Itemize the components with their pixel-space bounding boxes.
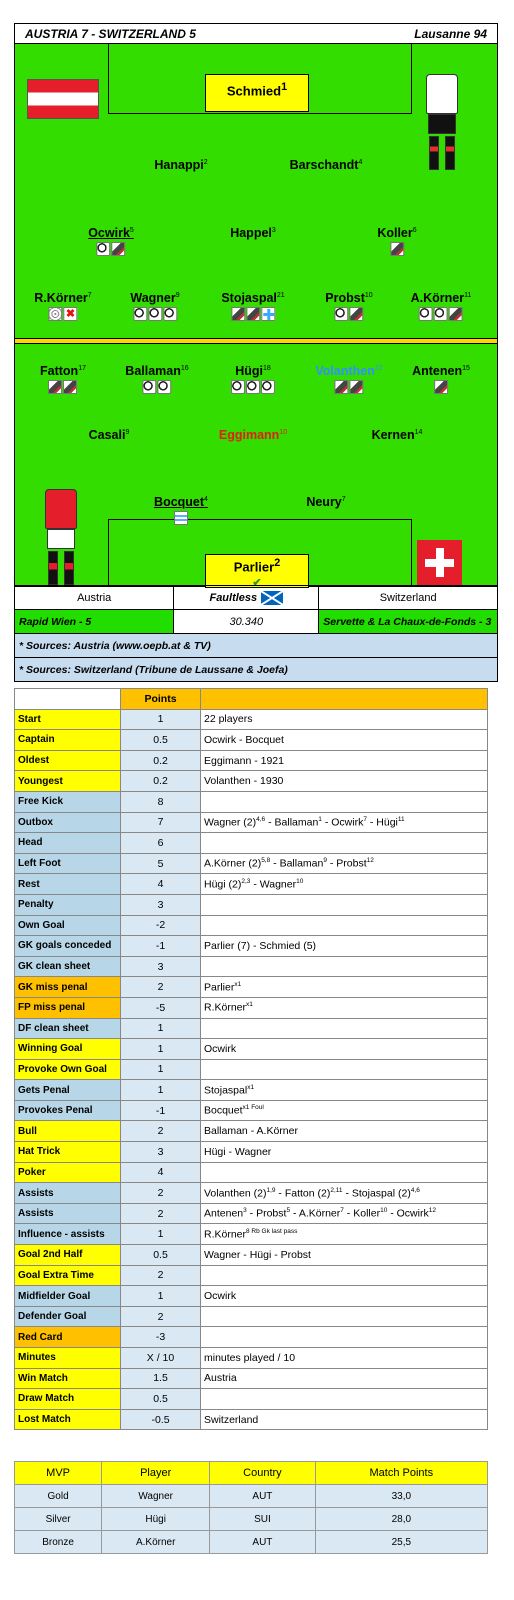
faultless-label: Faultless bbox=[209, 591, 258, 604]
rule-label: Poker bbox=[15, 1162, 121, 1183]
points-row bbox=[15, 874, 488, 895]
points-row bbox=[15, 1306, 488, 1327]
rule-points: 0.2 bbox=[121, 771, 201, 792]
rule-detail: A.Körner $(2)^{5,8}$ - Ballaman$^9$ - Probst$^{12}$ bbox=[201, 853, 488, 874]
rule-label: Left Foot bbox=[15, 853, 121, 874]
rule-points: 1 bbox=[121, 709, 201, 730]
points-row bbox=[15, 1224, 488, 1245]
ball-icon bbox=[97, 242, 111, 256]
boot-icon bbox=[231, 307, 245, 321]
ball-icon bbox=[246, 380, 260, 394]
points-table bbox=[14, 688, 488, 1430]
player-name: Ballaman bbox=[125, 364, 181, 378]
player-hanappi bbox=[154, 158, 207, 172]
mvp-cell: Bronze bbox=[15, 1531, 102, 1554]
player-number: 10 bbox=[279, 428, 288, 436]
match-venue: Lausanne 94 bbox=[414, 26, 487, 41]
rule-points: -1 bbox=[121, 1100, 201, 1121]
rule-detail bbox=[201, 894, 488, 915]
rule-points: 4 bbox=[121, 874, 201, 895]
points-row bbox=[15, 1080, 488, 1101]
rule-detail: Ballaman - A.Körner bbox=[201, 1121, 488, 1142]
player-name: R.Körner bbox=[34, 291, 88, 305]
player-name: Bocquet bbox=[154, 495, 205, 509]
points-row bbox=[15, 1100, 488, 1121]
rule-points: 7 bbox=[121, 812, 201, 833]
boot-icon bbox=[349, 380, 363, 394]
rule-detail: Hügi - Wagner bbox=[201, 1142, 488, 1163]
rule-detail bbox=[201, 915, 488, 936]
boot-icon bbox=[390, 242, 404, 256]
rule-label: Assists bbox=[15, 1183, 121, 1204]
player-name: Parlier bbox=[233, 559, 275, 575]
mvp-row bbox=[15, 1531, 488, 1554]
mvp-header: Country bbox=[210, 1462, 315, 1485]
rule-detail bbox=[201, 1018, 488, 1039]
rule-label: GK miss penal bbox=[15, 977, 121, 998]
points-row bbox=[15, 1245, 488, 1266]
rule-label: Oldest bbox=[15, 750, 121, 771]
points-row bbox=[15, 915, 488, 936]
rule-detail bbox=[201, 791, 488, 812]
player-name: Schmied bbox=[226, 83, 282, 99]
boot-icon bbox=[449, 307, 463, 321]
rule-detail: Stojaspal$^{x1}$ bbox=[201, 1080, 488, 1101]
points-row bbox=[15, 956, 488, 977]
rule-label: Red Card bbox=[15, 1327, 121, 1348]
rule-detail bbox=[201, 1265, 488, 1286]
boot-icon bbox=[349, 307, 363, 321]
mvp-cell: AUT bbox=[210, 1531, 315, 1554]
points-row bbox=[15, 997, 488, 1018]
faultless-cell bbox=[174, 586, 319, 610]
mvp-cell: Hügi bbox=[102, 1508, 210, 1531]
rule-points: 1 bbox=[121, 1080, 201, 1101]
rule-points: 0.5 bbox=[121, 1245, 201, 1266]
match-header bbox=[15, 24, 497, 44]
points-row bbox=[15, 833, 488, 854]
penalty-won-icon bbox=[261, 307, 275, 321]
points-header-row bbox=[15, 689, 488, 710]
rule-detail: Antenen$^3$ - Probst$^5$ - A.Körner$^7$ - Koller$^{10}$ - Ocwirk$^{12}$ bbox=[201, 1203, 488, 1224]
rule-label: Free Kick bbox=[15, 791, 121, 812]
rule-points: 1 bbox=[121, 1286, 201, 1307]
gk-parlier bbox=[205, 554, 309, 588]
rule-points: 2 bbox=[121, 977, 201, 998]
player-number: 9 bbox=[125, 428, 130, 436]
rule-points: -0.5 bbox=[121, 1409, 201, 1430]
rule-label: Lost Match bbox=[15, 1409, 121, 1430]
player-name: Ocwirk bbox=[88, 226, 130, 240]
rule-label: DF clean sheet bbox=[15, 1018, 121, 1039]
rule-detail: Volanthen - 1930 bbox=[201, 771, 488, 792]
rule-points: -5 bbox=[121, 997, 201, 1018]
points-row bbox=[15, 1368, 488, 1389]
points-row bbox=[15, 1203, 488, 1224]
player-volanthen bbox=[315, 364, 382, 394]
rule-detail: Parlier$^{x1}$ bbox=[201, 977, 488, 998]
player-neury bbox=[306, 495, 345, 509]
rule-label: Rest bbox=[15, 874, 121, 895]
rule-label: Winning Goal bbox=[15, 1039, 121, 1060]
player-antenen bbox=[412, 364, 470, 394]
missed-penalty-icon bbox=[48, 307, 62, 321]
rule-detail: Ocwirk - Bocquet bbox=[201, 730, 488, 751]
rule-detail bbox=[201, 1327, 488, 1348]
rule-detail bbox=[201, 1059, 488, 1080]
rule-label: Start bbox=[15, 709, 121, 730]
rule-detail: Switzerland bbox=[201, 1409, 488, 1430]
mvp-row bbox=[15, 1485, 488, 1508]
scotland-flag-icon bbox=[261, 591, 283, 605]
source-home: * Sources: Austria (www.oepb.at & TV) bbox=[15, 634, 498, 658]
rule-label: Outbox bbox=[15, 812, 121, 833]
rule-points: 2 bbox=[121, 1203, 201, 1224]
rule-label: Captain bbox=[15, 730, 121, 751]
boot-icon bbox=[48, 380, 62, 394]
rule-detail: Wagner $(2)^{4,6}$ - Ballaman$^1$ - Ocwirk$^7$ - Hügi$^{11}$ bbox=[201, 812, 488, 833]
player-casali bbox=[89, 428, 130, 442]
player-stojaspal bbox=[221, 291, 284, 321]
club-away: Servette & La Chaux-de-Fonds - 3 bbox=[319, 610, 498, 634]
points-row bbox=[15, 1327, 488, 1348]
halfway-line bbox=[15, 338, 497, 344]
rule-detail: minutes played / 10 bbox=[201, 1348, 488, 1369]
player-name: Eggimann bbox=[218, 428, 280, 442]
player-number: 17 bbox=[78, 364, 86, 372]
rule-label: Midfielder Goal bbox=[15, 1286, 121, 1307]
mvp-cell: Silver bbox=[15, 1508, 102, 1531]
ball-icon bbox=[157, 380, 171, 394]
points-row bbox=[15, 1348, 488, 1369]
match-info-table bbox=[14, 585, 498, 682]
rule-label: Own Goal bbox=[15, 915, 121, 936]
ball-icon bbox=[231, 380, 245, 394]
rule-label: Head bbox=[15, 833, 121, 854]
player-name: Barschandt bbox=[289, 158, 359, 172]
rule-points: 2 bbox=[121, 1265, 201, 1286]
points-row bbox=[15, 730, 488, 751]
points-row bbox=[15, 1389, 488, 1410]
rule-label: FP miss penal bbox=[15, 997, 121, 1018]
attendance: 30.340 bbox=[174, 610, 319, 634]
player-number: 15 bbox=[462, 364, 470, 372]
rule-label: Influence - assists bbox=[15, 1224, 121, 1245]
rule-points: 3 bbox=[121, 1142, 201, 1163]
ball-icon bbox=[142, 380, 156, 394]
player-number: 3 bbox=[271, 226, 276, 234]
club-home: Rapid Wien - 5 bbox=[15, 610, 174, 634]
source-away: * Sources: Switzerland (Tribune de Laussane & Joefa) bbox=[15, 658, 498, 682]
rule-label: Win Match bbox=[15, 1368, 121, 1389]
pitch-card bbox=[14, 23, 498, 590]
player-number: 4 bbox=[204, 495, 208, 503]
ball-icon bbox=[334, 307, 348, 321]
rule-points: -3 bbox=[121, 1327, 201, 1348]
points-row bbox=[15, 1183, 488, 1204]
rule-points: 1.5 bbox=[121, 1368, 201, 1389]
header-blank bbox=[15, 689, 121, 710]
rule-detail: Bocquet$^{x1 Foul}$ bbox=[201, 1100, 488, 1121]
rule-label: Penalty bbox=[15, 894, 121, 915]
points-row bbox=[15, 1039, 488, 1060]
ball-icon bbox=[148, 307, 162, 321]
boot-icon bbox=[334, 380, 348, 394]
points-row bbox=[15, 977, 488, 998]
player-happel bbox=[230, 226, 276, 240]
player-name: Antenen bbox=[412, 364, 463, 378]
boot-icon bbox=[246, 307, 260, 321]
rule-detail bbox=[201, 1306, 488, 1327]
rule-detail: 22 players bbox=[201, 709, 488, 730]
rule-points: 1 bbox=[121, 1224, 201, 1245]
boot-icon bbox=[63, 380, 77, 394]
rule-detail: Hügi $(2)^{2,3}$ - Wagner$^{10}$ bbox=[201, 874, 488, 895]
mvp-header-row bbox=[15, 1462, 488, 1485]
ball-icon bbox=[163, 307, 177, 321]
player-barschandt bbox=[290, 158, 363, 172]
player-number: 6 bbox=[412, 226, 417, 234]
player-number: 2 bbox=[274, 557, 281, 569]
rule-detail bbox=[201, 1389, 488, 1410]
rule-points: X / 10 bbox=[121, 1348, 201, 1369]
boot-icon bbox=[434, 380, 448, 394]
rule-detail bbox=[201, 1162, 488, 1183]
player-wagner bbox=[130, 291, 179, 321]
player-number: 14 bbox=[414, 428, 423, 436]
rule-detail: Wagner - Hügi - Probst bbox=[201, 1245, 488, 1266]
player-fatton bbox=[40, 364, 86, 394]
player-name: Probst bbox=[325, 291, 365, 305]
points-row bbox=[15, 1018, 488, 1039]
rule-points: 1 bbox=[121, 1059, 201, 1080]
player-number: 7 bbox=[87, 291, 92, 299]
player-number: 9 bbox=[175, 291, 180, 299]
points-row bbox=[15, 1286, 488, 1307]
match-title: AUSTRIA 7 - SWITZERLAND 5 bbox=[25, 26, 196, 41]
team-away: Switzerland bbox=[319, 586, 498, 610]
player-name: Hügi bbox=[235, 364, 263, 378]
mvp-cell: 28,0 bbox=[315, 1508, 487, 1531]
player-name: Hanappi bbox=[154, 158, 204, 172]
rule-points: 0.5 bbox=[121, 730, 201, 751]
player-name: Neury bbox=[306, 495, 342, 509]
player-hugi bbox=[231, 364, 275, 394]
rule-detail: Austria bbox=[201, 1368, 488, 1389]
rule-label: Provokes Penal bbox=[15, 1100, 121, 1121]
rule-detail: Volanthen $(2)^{1,9}$ - Fatton $(2)^{2,11}$ - Stojaspal $(2)^{4,6}$ bbox=[201, 1183, 488, 1204]
player-name: A.Körner bbox=[410, 291, 465, 305]
rule-detail: R.Körner$^{x1}$ bbox=[201, 997, 488, 1018]
rule-label: GK goals conceded bbox=[15, 936, 121, 957]
rule-label: Goal Extra Time bbox=[15, 1265, 121, 1286]
rule-points: -1 bbox=[121, 936, 201, 957]
rule-label: Defender Goal bbox=[15, 1306, 121, 1327]
austria-kit-icon bbox=[422, 74, 462, 174]
player-koller bbox=[377, 226, 416, 256]
rule-points: 1 bbox=[121, 1039, 201, 1060]
rule-detail: Ocwirk bbox=[201, 1039, 488, 1060]
header-blank bbox=[201, 689, 488, 710]
ball-icon bbox=[133, 307, 147, 321]
player-r-korner bbox=[34, 291, 91, 321]
player-number: 16 bbox=[180, 364, 189, 372]
player-ballaman bbox=[125, 364, 188, 394]
rule-label: Gets Penal bbox=[15, 1080, 121, 1101]
team-home: Austria bbox=[15, 586, 174, 610]
rule-points: -2 bbox=[121, 915, 201, 936]
rule-points: 6 bbox=[121, 833, 201, 854]
points-row bbox=[15, 812, 488, 833]
rule-points: 0.5 bbox=[121, 1389, 201, 1410]
boot-icon bbox=[112, 242, 126, 256]
rule-label: Provoke Own Goal bbox=[15, 1059, 121, 1080]
mvp-table bbox=[14, 1461, 488, 1554]
points-row bbox=[15, 936, 488, 957]
player-name: Wagner bbox=[130, 291, 176, 305]
player-name: Casali bbox=[88, 428, 126, 442]
player-name: Stojaspal bbox=[221, 291, 277, 305]
points-row bbox=[15, 1265, 488, 1286]
mvp-header: MVP bbox=[15, 1462, 102, 1485]
rule-points: 2 bbox=[121, 1183, 201, 1204]
player-number: 4 bbox=[358, 158, 363, 166]
mvp-cell: AUT bbox=[210, 1485, 315, 1508]
player-bocquet bbox=[154, 495, 208, 525]
check-icon: ✔ bbox=[252, 577, 262, 590]
rule-points: 1 bbox=[121, 1018, 201, 1039]
rule-label: Draw Match bbox=[15, 1389, 121, 1410]
rule-label: Youngest bbox=[15, 771, 121, 792]
rule-detail bbox=[201, 833, 488, 854]
points-row bbox=[15, 1162, 488, 1183]
captain-armband-icon bbox=[174, 511, 188, 525]
points-row bbox=[15, 709, 488, 730]
points-row bbox=[15, 1121, 488, 1142]
rule-detail: Parlier (7) - Schmied (5) bbox=[201, 936, 488, 957]
rule-label: Bull bbox=[15, 1121, 121, 1142]
player-number: 11 bbox=[464, 291, 472, 299]
pitch bbox=[15, 44, 497, 590]
player-number: 21 bbox=[276, 291, 285, 299]
ball-icon bbox=[419, 307, 433, 321]
points-row bbox=[15, 750, 488, 771]
rule-label: GK clean sheet bbox=[15, 956, 121, 977]
points-row bbox=[15, 1142, 488, 1163]
player-a-korner bbox=[411, 291, 472, 321]
ball-icon bbox=[434, 307, 448, 321]
player-eggimann bbox=[219, 428, 287, 442]
points-row bbox=[15, 791, 488, 812]
switzerland-kit-icon bbox=[41, 489, 81, 589]
points-header: Points bbox=[121, 689, 201, 710]
mvp-header: Match Points bbox=[315, 1462, 487, 1485]
player-number: 18 bbox=[262, 364, 271, 372]
rule-points: 2 bbox=[121, 1306, 201, 1327]
player-name: Happel bbox=[230, 226, 272, 240]
gk-schmied bbox=[205, 74, 309, 112]
rule-points: 8 bbox=[121, 791, 201, 812]
player-probst bbox=[325, 291, 372, 321]
rule-detail: Eggimann - 1921 bbox=[201, 750, 488, 771]
points-row bbox=[15, 894, 488, 915]
player-name: Fatton bbox=[40, 364, 79, 378]
austria-flag-icon bbox=[27, 79, 99, 119]
points-row bbox=[15, 853, 488, 874]
player-kernen bbox=[372, 428, 423, 442]
cross-mark-icon: ✖ bbox=[63, 307, 77, 321]
rule-detail: R.Körner$^{8 Rb Gk last pass}$ bbox=[201, 1224, 488, 1245]
mvp-cell: Wagner bbox=[102, 1485, 210, 1508]
points-row bbox=[15, 771, 488, 792]
mvp-cell: Gold bbox=[15, 1485, 102, 1508]
player-name: Volanthen bbox=[315, 364, 375, 378]
player-name: Kernen bbox=[371, 428, 415, 442]
rule-label: Goal 2nd Half bbox=[15, 1245, 121, 1266]
rule-detail: Ocwirk bbox=[201, 1286, 488, 1307]
mvp-header: Player bbox=[102, 1462, 210, 1485]
mvp-cell: 33,0 bbox=[315, 1485, 487, 1508]
rule-points: 0.2 bbox=[121, 750, 201, 771]
rule-points: 5 bbox=[121, 853, 201, 874]
rule-label: Hat Trick bbox=[15, 1142, 121, 1163]
rule-label: Minutes bbox=[15, 1348, 121, 1369]
rule-points: 3 bbox=[121, 894, 201, 915]
rule-points: 3 bbox=[121, 956, 201, 977]
player-number: 1 bbox=[281, 81, 288, 93]
player-number: 2 bbox=[203, 158, 208, 166]
points-row bbox=[15, 1059, 488, 1080]
player-ocwirk bbox=[88, 226, 134, 256]
player-number: 10 bbox=[364, 291, 373, 299]
rule-label: Assists bbox=[15, 1203, 121, 1224]
player-name: Koller bbox=[377, 226, 413, 240]
switzerland-flag-icon bbox=[417, 540, 462, 585]
rule-points: 4 bbox=[121, 1162, 201, 1183]
player-number: 7 bbox=[341, 495, 346, 503]
ball-icon bbox=[261, 380, 275, 394]
rule-points: 2 bbox=[121, 1121, 201, 1142]
mvp-cell: A.Körner bbox=[102, 1531, 210, 1554]
player-number: 5 bbox=[129, 226, 134, 234]
points-row bbox=[15, 1409, 488, 1430]
rule-detail bbox=[201, 956, 488, 977]
mvp-row bbox=[15, 1508, 488, 1531]
player-number: 22 bbox=[374, 364, 383, 372]
mvp-cell: SUI bbox=[210, 1508, 315, 1531]
mvp-cell: 25,5 bbox=[315, 1531, 487, 1554]
